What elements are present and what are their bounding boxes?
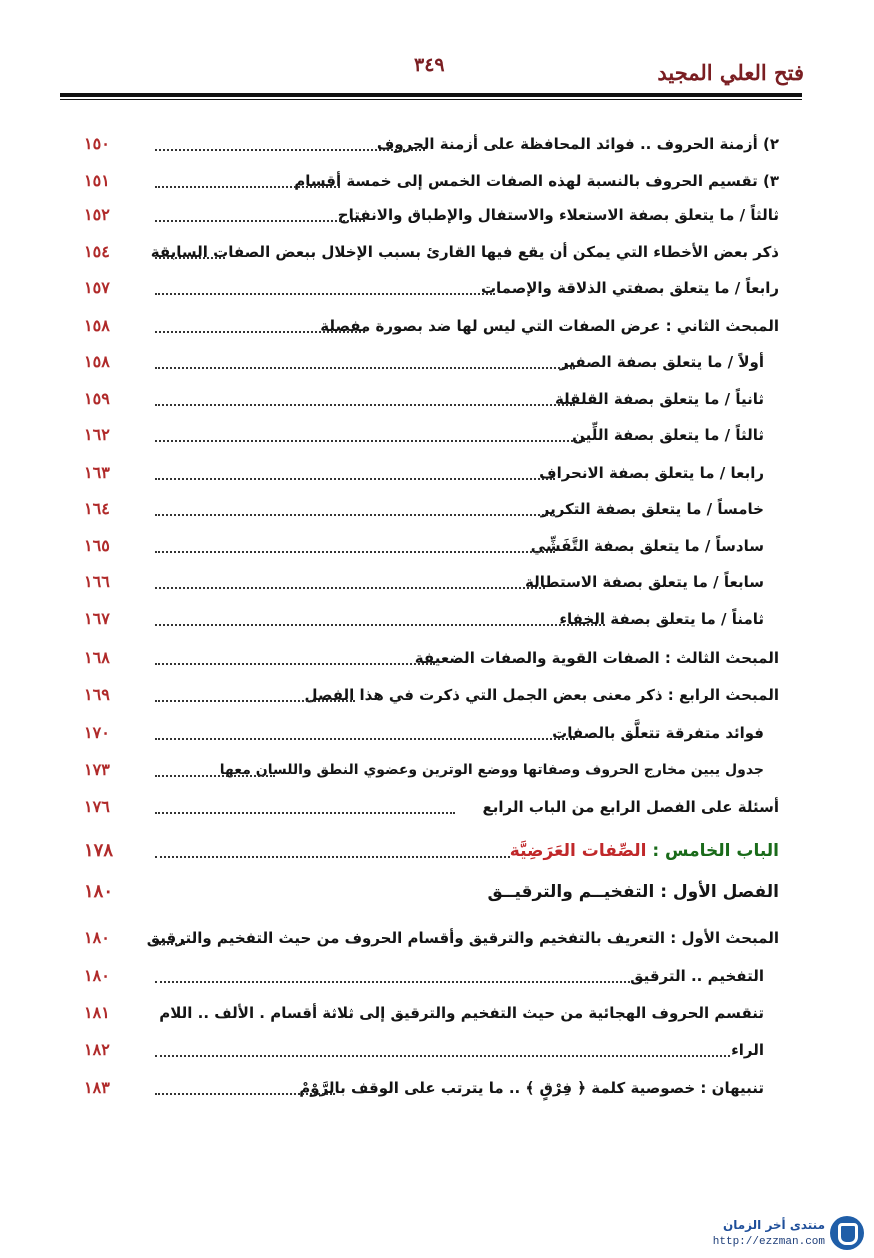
toc-entry-page: ١٥٩ [84, 389, 110, 408]
toc-entry-page: ١٧٠ [84, 723, 110, 742]
dot-leader [155, 738, 575, 740]
toc-entry-label: جدول يبين مخارج الحروف وصفاتها ووضع الوترين وعضوي النطق واللسان معها [219, 762, 764, 778]
toc-entry-label: سابعاً / ما يتعلق بصفة الاستطالة [525, 573, 764, 591]
chapter-prefix: الباب الخامس : [652, 841, 779, 861]
page-number: ٣٤٩ [414, 54, 445, 76]
toc-entry[interactable] [0, 420, 874, 450]
toc-entry[interactable] [0, 458, 874, 488]
toc-entry-label: ثالثاً / ما يتعلق بصفة الاستعلاء والاستفال والإطباق والانفتاح [337, 206, 779, 224]
dot-leader [155, 551, 555, 553]
dot-leader [155, 700, 355, 702]
toc-entry-page: ١٧٦ [84, 797, 110, 816]
toc-entry-label: ثالثاً / ما يتعلق بصفة اللِّين [572, 426, 764, 444]
dot-leader [155, 943, 185, 945]
dot-leader [155, 331, 365, 333]
toc-entry-label: أسئلة على الفصل الرابع من الباب الرابع [482, 798, 779, 816]
dot-leader [155, 1055, 730, 1057]
toc-entry[interactable] [0, 384, 874, 414]
dot-leader [155, 149, 425, 151]
dot-leader [155, 587, 545, 589]
toc-entry[interactable] [0, 129, 874, 159]
toc-entry-label [510, 836, 779, 866]
toc-entry-page: ١٨٠ [84, 928, 110, 947]
toc-entry[interactable] [0, 792, 874, 822]
toc-entry-label: المبحث الرابع : ذكر معنى بعض الجمل التي ذكرت في هذا الفصل [304, 686, 779, 704]
toc-entry[interactable] [0, 643, 874, 673]
toc-entry[interactable] [0, 311, 874, 341]
dot-leader [155, 812, 455, 814]
toc-entry-page: ١٥٨ [84, 352, 110, 371]
dot-leader [155, 478, 555, 480]
dot-leader [155, 220, 365, 222]
toc-entry-label: التفخيم .. الترقيق [630, 967, 764, 985]
toc-entry-page: ١٧٣ [84, 760, 110, 779]
toc-entry[interactable] [0, 494, 874, 524]
toc-entry-page: ١٦٥ [84, 536, 110, 555]
toc-entry-page: ١٧٨ [84, 840, 114, 861]
toc-entry[interactable] [0, 604, 874, 634]
toc-entry[interactable] [0, 347, 874, 377]
dot-leader [155, 775, 275, 777]
toc-entry-page: ١٨٢ [84, 1040, 110, 1059]
toc-entry[interactable] [0, 200, 874, 230]
toc-entry-page: ١٥٠ [84, 134, 110, 153]
toc-entry-page: ١٨١ [84, 1003, 110, 1022]
toc-entry[interactable] [0, 273, 874, 303]
toc-entry-label: أولاً / ما يتعلق بصفة الصفير [559, 353, 764, 371]
dot-leader [155, 293, 495, 295]
dot-leader [155, 981, 630, 983]
dot-leader [155, 186, 340, 188]
toc-entry-label: ثامناً / ما يتعلق بصفة الخفاء [559, 610, 764, 628]
book-title: فتح العلي المجيد [657, 60, 804, 85]
toc-entry-page: ١٥٤ [84, 242, 110, 261]
toc-entry[interactable] [0, 680, 874, 710]
toc-entry-page: ١٥٨ [84, 316, 110, 335]
toc-entry-label: فوائد متفرقة تتعلَّق بالصفات [552, 724, 764, 742]
toc-entry-page: ١٦٨ [84, 648, 110, 667]
toc-entry-label: تنقسم الحروف الهجائية من حيث التفخيم والترقيق إلى ثلاثة أقسام . الألف .. اللام [159, 1004, 764, 1022]
dot-leader [155, 624, 605, 626]
toc-entry-label: خامساً / ما يتعلق بصفة التكرير [540, 500, 764, 518]
toc-entry[interactable] [0, 755, 874, 785]
footer-url[interactable]: http://ezzman.com [712, 1236, 825, 1248]
toc-entry-label: رابعا / ما يتعلق بصفة الانحراف [539, 464, 764, 482]
toc-entry[interactable] [0, 531, 874, 561]
toc-entry-label: المبحث الثاني : عرض الصفات التي ليس لها ضد بصورة مفصلة [320, 317, 779, 335]
dot-leader [155, 404, 575, 406]
toc-entry[interactable] [0, 166, 874, 196]
toc-entry-label: سادساً / ما يتعلق بصفة التَّفَشِّي [530, 537, 764, 555]
dot-leader [155, 440, 585, 442]
toc-entry-page: ١٦٧ [84, 609, 110, 628]
toc-entry-page: ١٦٤ [84, 499, 110, 518]
footer-site-name[interactable]: منتدى أخر الزمان [723, 1218, 825, 1232]
toc-entry-chapter[interactable] [0, 836, 874, 866]
toc-entry-label: تنبيهان : خصوصية كلمة ﴿ فِرْقٍ ﴾ .. ما يترتب على الوقف بالرَّوْمْ [299, 1079, 764, 1097]
toc-entry-page: ١٨٣ [84, 1078, 110, 1097]
dot-leader [155, 514, 555, 516]
dot-leader [155, 1093, 335, 1095]
toc-entry[interactable] [0, 718, 874, 748]
toc-entry-label: ثانياً / ما يتعلق بصفة القلقلة [554, 390, 764, 408]
chapter-title: الصِّفات العَرَضِيَّة [509, 841, 647, 861]
toc-entry-label: الراء [731, 1041, 764, 1059]
toc-entry-label: ذكر بعض الأخطاء التي يمكن أن يقع فيها القارئ بسبب الإخلال ببعض الصفات السابقة [150, 243, 779, 261]
dot-leader [155, 257, 225, 259]
dot-leader [155, 367, 575, 369]
toc-entry-label: ٢) أزمنة الحروف .. فوائد المحافظة على أزمنة الحروف [376, 135, 779, 153]
dot-leader [155, 663, 435, 665]
toc-entry-page: ١٦٢ [84, 425, 110, 444]
toc-entry[interactable] [0, 877, 874, 907]
toc-entry-page: ١٦٦ [84, 572, 110, 591]
toc-entry-label: المبحث الثالث : الصفات القوية والصفات الضعيفة [414, 649, 779, 667]
dot-leader [155, 856, 510, 858]
toc-entry[interactable] [0, 998, 874, 1028]
forum-logo-icon[interactable] [830, 1216, 864, 1250]
toc-entry-page: ١٨٠ [84, 966, 110, 985]
toc-entry[interactable] [0, 237, 874, 267]
toc-entry-label: الفصل الأول : التفخيــم والترقيــق [487, 882, 779, 902]
toc-entry-page: ١٦٣ [84, 463, 110, 482]
toc-entry[interactable] [0, 961, 874, 991]
toc-entry-label: ٣) تقسيم الحروف بالنسبة لهذه الصفات الخمس إلى خمسة أقسام [294, 172, 779, 190]
toc-entry[interactable] [0, 1035, 874, 1065]
toc-entry[interactable] [0, 567, 874, 597]
toc-entry-page: ١٥٢ [84, 205, 110, 224]
toc-entry-page: ١٨٠ [84, 881, 114, 902]
toc-entry-label: المبحث الأول : التعريف بالتفخيم والترقيق وأقسام الحروف من حيث التفخيم والترقيق [146, 929, 779, 947]
toc-entry[interactable] [0, 923, 874, 953]
toc-entry-page: ١٦٩ [84, 685, 110, 704]
toc-entry-page: ١٥١ [84, 171, 110, 190]
toc-entry-label: رابعاً / ما يتعلق بصفتي الذلاقة والإصمات [480, 279, 779, 297]
toc-entry-page: ١٥٧ [84, 278, 110, 297]
toc-entry[interactable] [0, 1073, 874, 1103]
